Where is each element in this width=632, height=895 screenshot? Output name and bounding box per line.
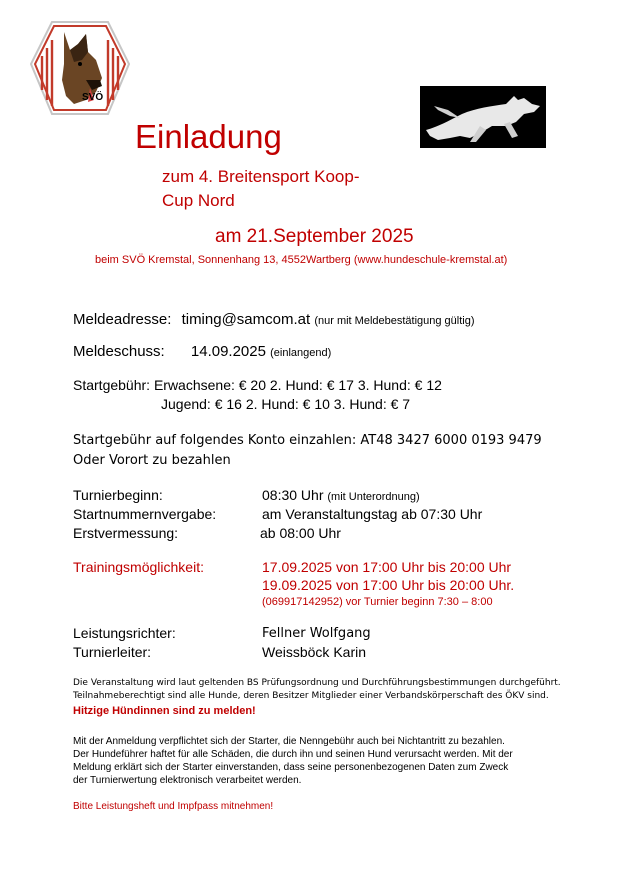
liability-line-3: Meldung erklärt sich der Starter einverstanden, dass seine personenbezogenen Daten zum Zweck bbox=[73, 762, 509, 773]
start-value: 08:30 Uhr bbox=[262, 487, 324, 503]
training-phone: (069917142952) vor Turnier beginn 7:30 – 8:00 bbox=[262, 596, 493, 608]
numbers-label: Startnummernvergabe: bbox=[73, 506, 217, 522]
rules-warning: Hitzige Hündinnen sind zu melden! bbox=[73, 705, 256, 717]
rules-line-2: Teilnahmeberechtigt sind alle Hunde, deren Besitzer Mitglieder einer Verbandskörperschaft des ÖKV sind. bbox=[73, 691, 549, 701]
leader-label: Turnierleiter: bbox=[73, 644, 152, 660]
fee-adults: Startgebühr: Erwachsene: € 20 2. Hund: € 17 3. Hund: € 12 bbox=[73, 377, 442, 393]
event-date: am 21.September 2025 bbox=[215, 226, 414, 247]
event-venue: beim SVÖ Kremstal, Sonnenhang 13, 4552Wartberg (www.hundeschule-kremstal.at) bbox=[95, 254, 508, 266]
registration-deadline-row bbox=[73, 343, 331, 360]
judge-value: Fellner Wolfgang bbox=[262, 626, 371, 641]
subtitle-line-2: Cup Nord bbox=[162, 191, 235, 210]
deadline-label: Meldeschuss: bbox=[73, 343, 165, 360]
deadline-note: (einlangend) bbox=[270, 347, 332, 359]
address-note: (nur mit Meldebestätigung gültig) bbox=[314, 315, 475, 327]
training-label: Trainingsmöglichkeit: bbox=[73, 559, 204, 575]
registration-address-row bbox=[73, 311, 475, 328]
payment-onsite: Oder Vorort zu bezahlen bbox=[73, 453, 231, 468]
liability-line-4: der Turnierwertung elektronisch verarbeitet werden. bbox=[73, 775, 302, 786]
rules-line-1: Die Veranstaltung wird laut geltenden BS Prüfungsordnung und Durchführungsbestimmungen durchgeführt. bbox=[73, 678, 561, 688]
logo-text: SVÖ bbox=[82, 92, 104, 103]
judge-label: Leistungsrichter: bbox=[73, 625, 176, 641]
measure-value: ab 08:00 Uhr bbox=[260, 525, 341, 541]
training-date-1: 17.09.2025 von 17:00 Uhr bis 20:00 Uhr bbox=[262, 559, 512, 575]
liability-line-2: Der Hundeführer haftet für alle Schäden, die durch ihn und seinen Hund verursacht werden. Mit der bbox=[73, 749, 513, 760]
start-label: Turnierbeginn: bbox=[73, 487, 163, 503]
start-value-row bbox=[262, 487, 420, 503]
measure-label: Erstvermessung: bbox=[73, 525, 179, 541]
subtitle-line-1: zum 4. Breitensport Koop- bbox=[162, 167, 360, 186]
numbers-value: am Veranstaltungstag ab 07:30 Uhr bbox=[262, 506, 483, 522]
start-note: (mit Unterordnung) bbox=[327, 491, 420, 503]
liability-line-1: Mit der Anmeldung verpflichtet sich der Starter, die Nenngebühr auch bei Nichtantritt zu bezahlen. bbox=[73, 736, 505, 747]
footer-note: Bitte Leistungsheft und Impfpass mitnehmen! bbox=[73, 801, 274, 812]
deadline-value: 14.09.2025 bbox=[190, 343, 266, 360]
svoe-logo bbox=[30, 20, 130, 116]
address-label: Meldeadresse: bbox=[73, 311, 172, 328]
page-title: Einladung bbox=[135, 118, 282, 155]
fee-youth: Jugend: € 16 2. Hund: € 10 3. Hund: € 7 bbox=[161, 396, 411, 412]
leader-value: Weissböck Karin bbox=[262, 644, 367, 660]
payment-account: Startgebühr auf folgendes Konto einzahlen: AT48 3427 6000 0193 9479 bbox=[73, 433, 542, 448]
address-value: timing@samcom.at bbox=[181, 311, 311, 328]
training-date-2: 19.09.2025 von 17:00 Uhr bis 20:00 Uhr. bbox=[262, 577, 515, 593]
running-dog-image bbox=[420, 86, 546, 148]
